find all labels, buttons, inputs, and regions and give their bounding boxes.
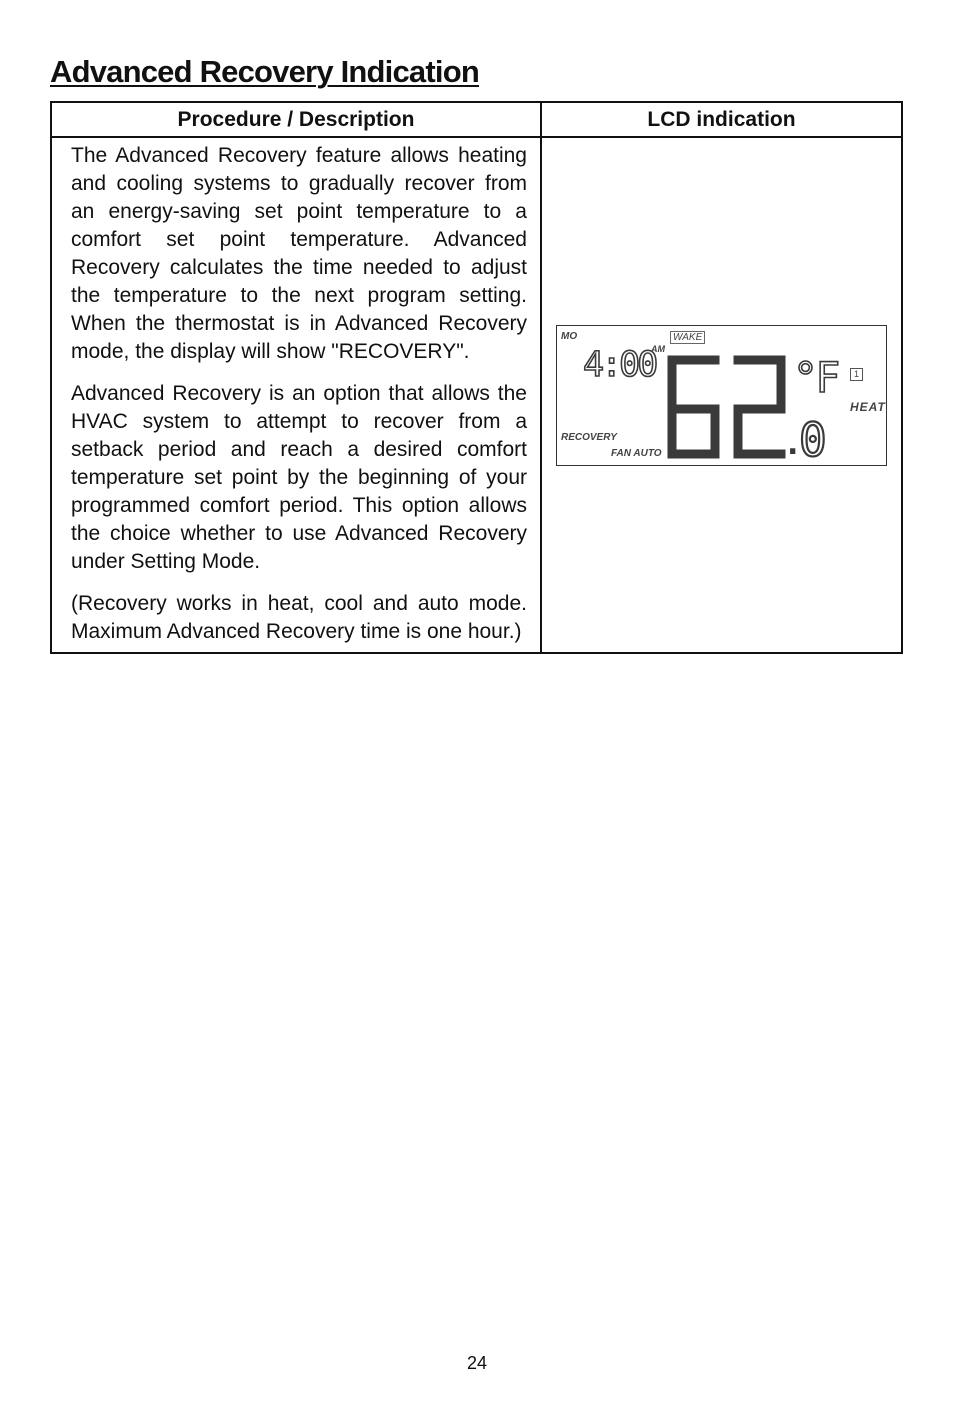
lcd-time-digits: 4:00	[583, 344, 656, 385]
column-header-lcd: LCD indication	[541, 102, 902, 137]
lcd-unit-symbol: °F	[795, 352, 841, 402]
procedure-table	[50, 101, 903, 654]
table-header-row	[51, 102, 902, 137]
page-number: 24	[466, 1353, 488, 1373]
description-paragraph-2: Advanced Recovery is an option that allows the HVAC system to attempt to recover from a setback period and reach a desired comfort temperature set point by the beginning of your programmed comfort period. This option allows the choice whether to use Advanced Recovery under Setting Mode.	[71, 382, 527, 573]
column-header-procedure: Procedure / Description	[51, 102, 541, 137]
lcd-display	[556, 325, 887, 466]
description-cell	[51, 137, 541, 653]
table-row	[51, 137, 902, 653]
lcd-decimal-digit: 0	[799, 412, 827, 467]
lcd-temperature-digits	[672, 360, 781, 454]
lcd-mode-label: HEAT	[850, 399, 886, 414]
lcd-cell	[541, 137, 902, 653]
description-paragraph-3: (Recovery works in heat, cool and auto mode. Maximum Advanced Recovery time is one hour.)	[71, 592, 527, 643]
page-title: Advanced Recovery Indication	[50, 54, 479, 89]
lcd-program-indicator: 1	[850, 368, 863, 381]
lcd-decimal-dot: .	[787, 426, 799, 462]
description-paragraph-1: The Advanced Recovery feature allows heating and cooling systems to gradually recover from an energy-saving set point temperature to a comfort set point temperature. Advanced Recovery calculates the time needed to adjust the temperature to the next program setting. When the thermostat is in Advanced Recovery mode, the display will show "RECOVERY".	[71, 144, 527, 363]
lcd-status-label: RECOVERY	[561, 431, 617, 443]
lcd-segments	[557, 326, 888, 467]
lcd-period-label: WAKE	[670, 331, 705, 344]
lcd-ampm-label: AM	[651, 343, 665, 354]
lcd-day-label: MO	[561, 330, 578, 342]
lcd-fan-label: FAN AUTO	[611, 447, 662, 459]
